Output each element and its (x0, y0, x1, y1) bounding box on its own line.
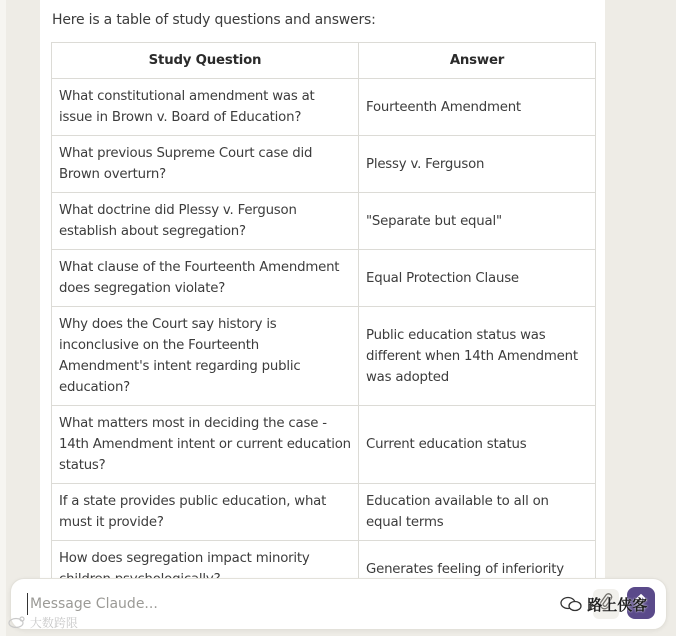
column-header-question: Study Question (52, 43, 359, 79)
answer-cell: Equal Protection Clause (359, 250, 596, 307)
answer-cell: Fourteenth Amendment (359, 79, 596, 136)
message-intro: Here is a table of study questions and answers: (52, 12, 376, 28)
table-row (52, 406, 596, 484)
watermark-left (8, 614, 78, 631)
watermark-right-text: 路上侠客 (587, 596, 648, 614)
answer-cell: Plessy v. Ferguson (359, 136, 596, 193)
assistant-message (40, 0, 605, 600)
table-row (52, 484, 596, 541)
answer-cell: Public education status was different when 14th Amendment was adopted (359, 307, 596, 406)
watermark-right (560, 594, 647, 615)
wechat-icon (560, 596, 587, 614)
question-cell: What matters most in deciding the case - 14th Amendment intent or current education status? (52, 406, 359, 484)
answer-cell: "Separate but equal" (359, 193, 596, 250)
question-cell: If a state provides public education, what must it provide? (52, 484, 359, 541)
table-header-row (52, 43, 596, 79)
question-cell: How does segregation impact minority (52, 541, 359, 598)
table-row (52, 79, 596, 136)
question-cell: What clause of the Fourteenth Amendment does segregation violate? (52, 250, 359, 307)
answer-cell: Generates feeling of inferiority (359, 541, 596, 598)
message-input[interactable] (27, 593, 550, 615)
sidebar-edge (0, 0, 6, 636)
answer-cell: Education available to all on equal terms (359, 484, 596, 541)
study-questions-table (51, 42, 596, 600)
table-row (52, 136, 596, 193)
watermark-left-text: 大数跨限 (29, 616, 78, 630)
column-header-answer: Answer (359, 43, 596, 79)
table-row (52, 193, 596, 250)
question-cell: What constitutional amendment was at issue in Brown v. Board of Education? (52, 79, 359, 136)
answer-cell: Current education status (359, 406, 596, 484)
table-row (52, 250, 596, 307)
table-row (52, 307, 596, 406)
question-cell: What previous Supreme Court case did Brown overturn? (52, 136, 359, 193)
question-cell: Why does the Court say history is inconclusive on the Fourteenth Amendment's intent regarding public education? (52, 307, 359, 406)
question-cell: What doctrine did Plessy v. Ferguson establish about segregation? (52, 193, 359, 250)
weibo-icon (8, 616, 30, 630)
